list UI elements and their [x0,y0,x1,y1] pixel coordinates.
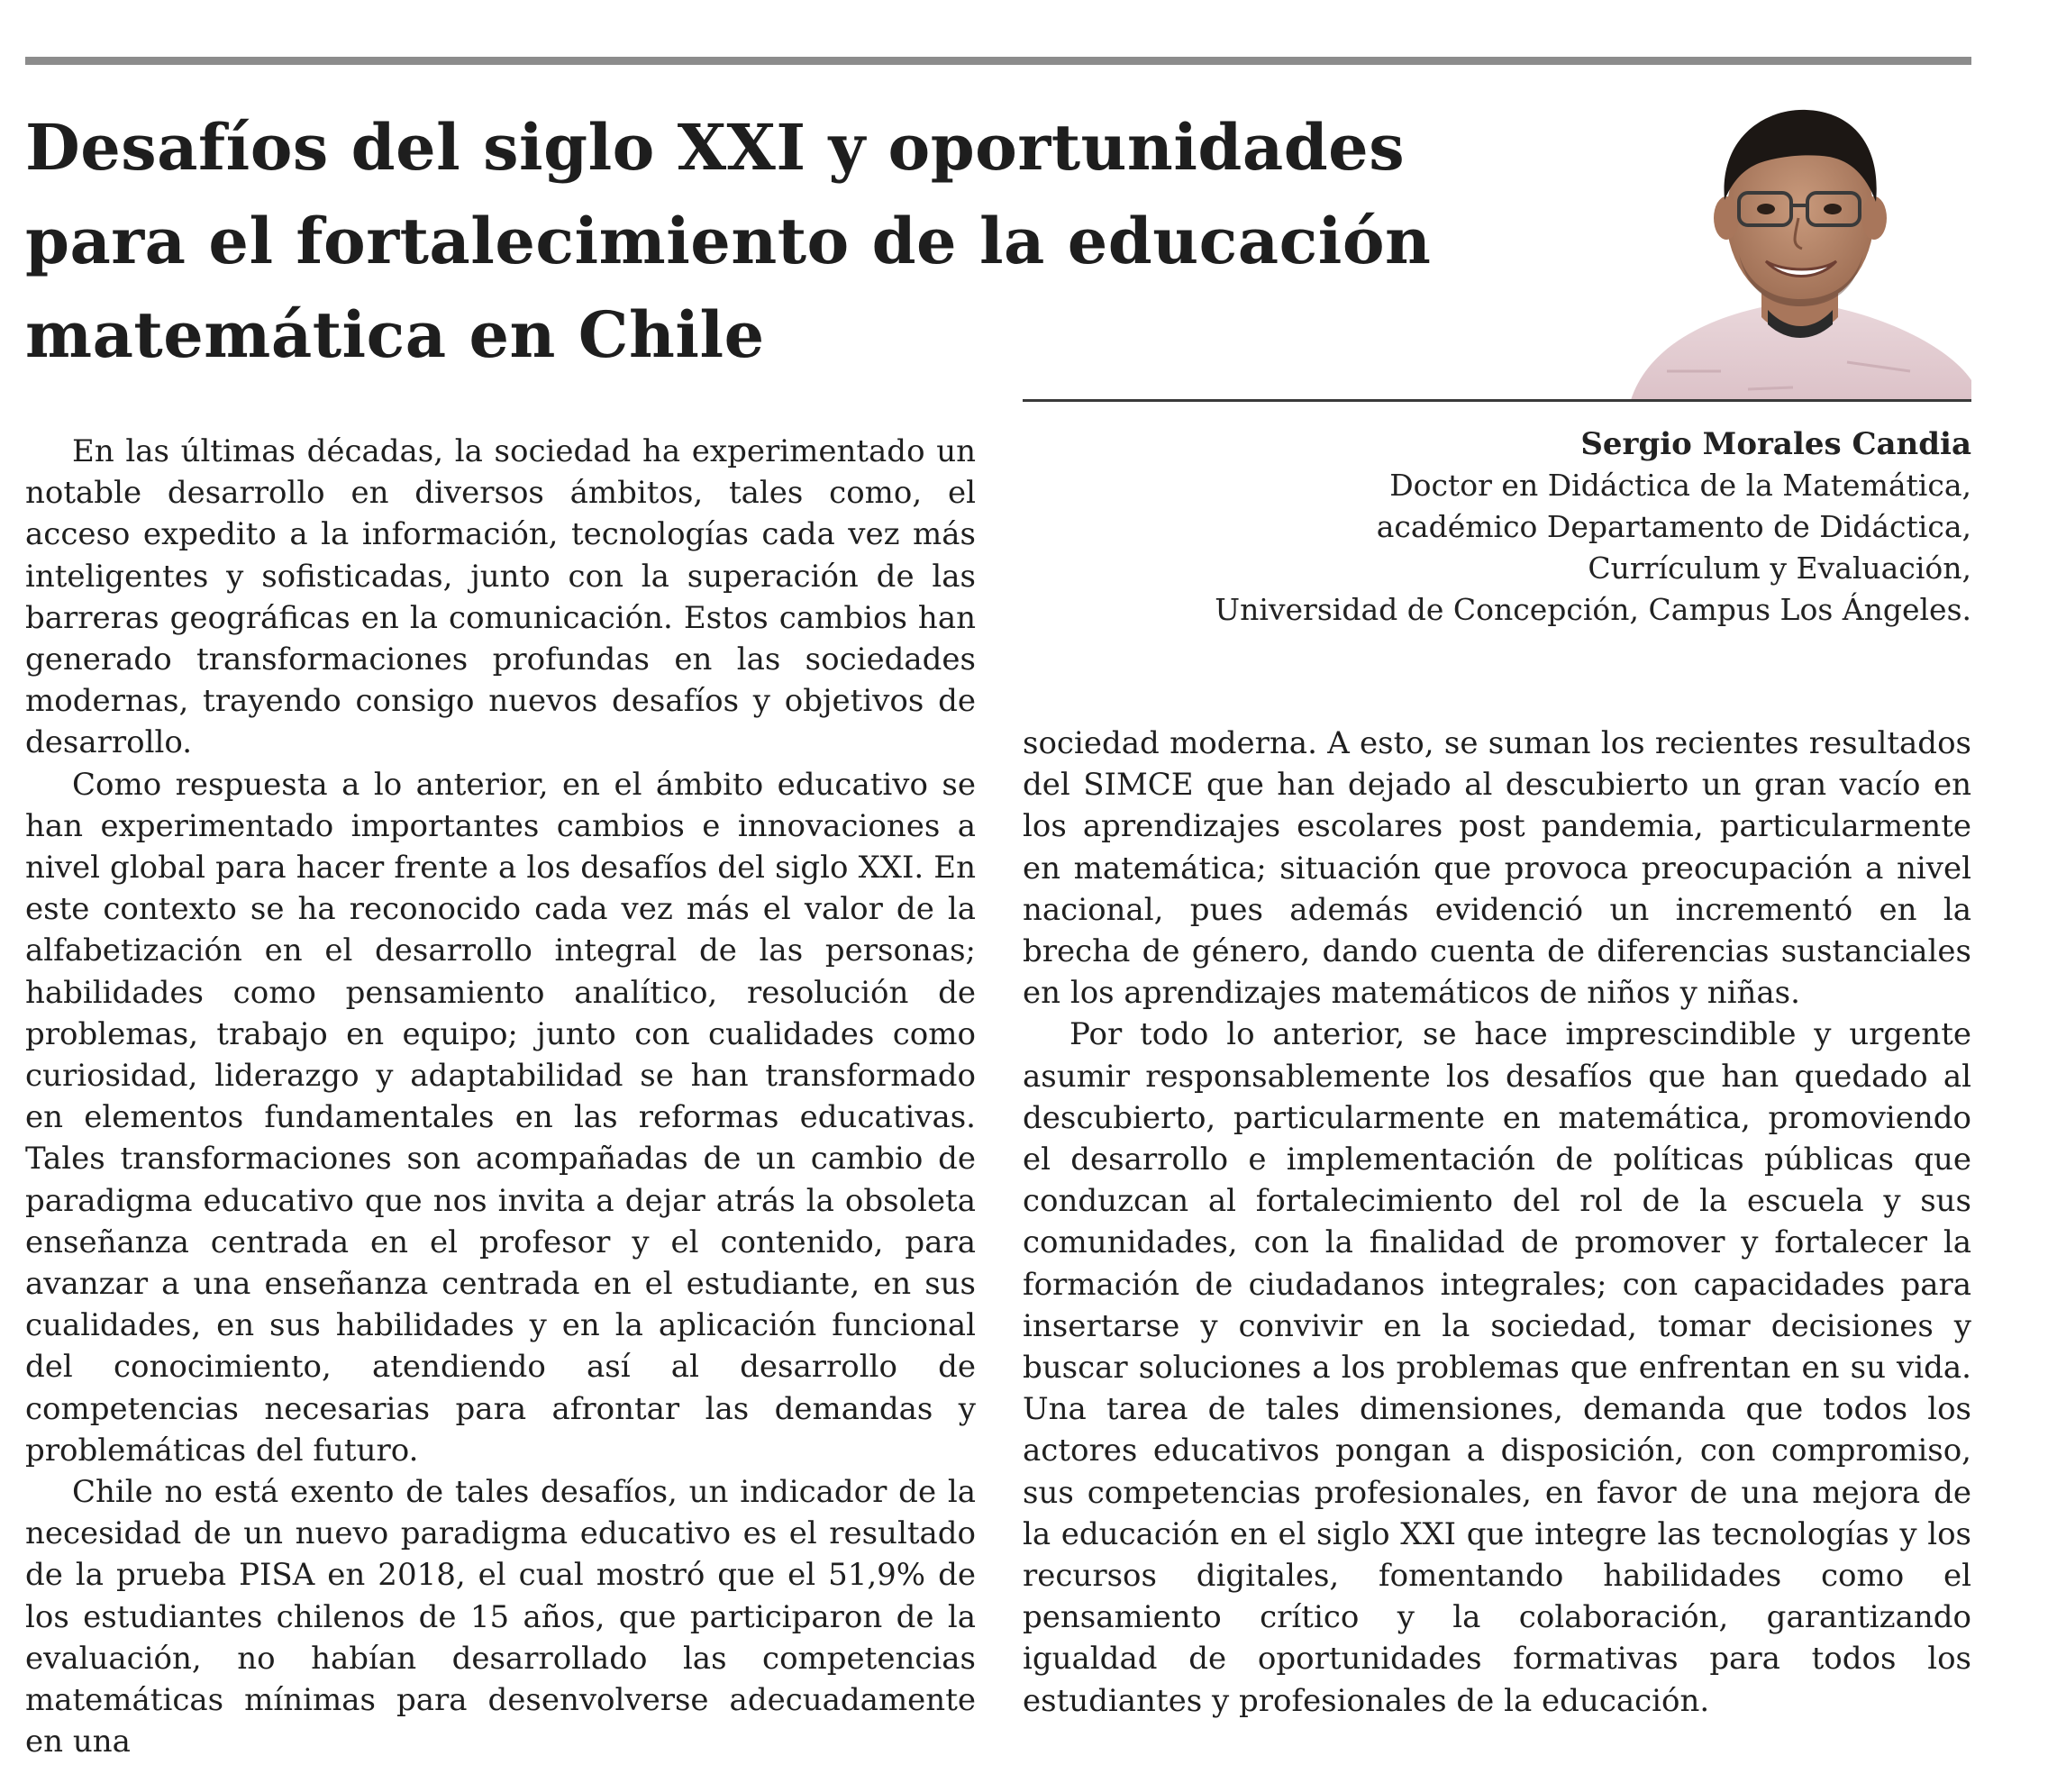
paragraph: En las últimas décadas, la sociedad ha experimentado un notable desarrollo en diversos ámbitos, tales como, el acceso expedito a la información, tecnologías cada vez más inteligentes y sofisticadas, junto con la superación de las barreras geográficas en la comunicación. Estos cambios han generado transformaciones profundas en las sociedades modernas, trayendo consigo nuevos desafíos y objetivos de desarrollo. [25,433,976,761]
author-name: Sergio Morales Candia [1580,426,1971,462]
headline-line: para el fortalecimiento de la educación [25,204,1432,278]
photo-rule [1023,399,1971,402]
top-rule [25,57,1971,65]
left-column [25,431,976,1763]
paragraph: Como respuesta a lo anterior, en el ámbito educativo se han experimentado importantes cambios e innovaciones a nivel global para hacer frente a los desafíos del siglo XXI. En este contexto se ha reconocido cada vez más el valor de la alfabetización en el desarrollo integral de las personas; habilidades como pensamiento analítico, resolución de problemas, trabajo en equipo; junto con cualidades como curiosidad, liderazgo y adaptabilidad se han transformado en elementos fundamentales en las reformas educativas. Tales transformaciones son acompañadas de un cambio de paradigma educativo que nos invita a dejar atrás la obsoleta enseñanza centrada en el profesor y el contenido, para avanzar a una enseñanza centrada en el estudiante, en sus cualidades, en sus habilidades y en la aplicación funcional del conocimiento, atendiendo así al desarrollo de competencias necesarias para afrontar las demandas y problemáticas del futuro. [25,766,976,1469]
headline-line: Desafíos del siglo XXI y oportunidades [25,110,1406,185]
author-credential: Currículum y Evaluación, [1588,550,1971,586]
author-byline [980,423,1971,631]
headline [25,101,1485,382]
author-photo [1613,101,1971,400]
author-portrait-icon [1613,101,1971,400]
headline-line: matemática en Chile [25,297,765,372]
author-credential: académico Departamento de Didáctica, [1376,509,1971,544]
paragraph: Por todo lo anterior, se hace imprescindible y urgente asumir responsablemente los desafíos que han quedado al descubierto, particularmente en matemática, promoviendo el desarrollo e implementación de políticas públicas que conduzcan al fortalecimiento del rol de la escuela y sus comunidades, con la finalidad de promover y fortalecer la formación de ciudadanos integrales; con capacidades para insertarse y convivir en la sociedad, tomar decisiones y buscar soluciones a los problemas que enfrentan en su vida. Una tarea de tales dimensiones, demanda que todos los actores educativos pongan a disposición, con compromiso, sus competencias profesionales, en favor de una mejora de la educación en el siglo XXI que integre las tecnologías y los recursos digitales, fomentando habilidades como el pensamiento crítico y la colaboración, garantizando igualdad de oportunidades formativas para todos los estudiantes y profesionales de la educación. [1023,1016,1971,1719]
paragraph: Chile no está exento de tales desafíos, un indicador de la necesidad de un nuevo paradigma educativo es el resultado de la prueba PISA en 2018, el cual mostró que el 51,9% de los estudiantes chilenos de 15 años, que participaron de la evaluación, no habían desarrollado las competencias matemáticas mínimas para desenvolverse adecuadamente en una [25,1474,976,1760]
author-credential: Doctor en Didáctica de la Matemática, [1389,468,1971,503]
paragraph: sociedad moderna. A esto, se suman los recientes resultados del SIMCE que han dejado al descubierto un gran vacío en los aprendizajes escolares post pandemia, particularmente en matemática; situación que provoca preocupación a nivel nacional, pues además evidenció un incrementó en la brecha de género, dando cuenta de diferencias sustanciales en los aprendizajes matemáticos de niños y niñas. [1023,725,1971,1012]
right-column [1023,723,1971,1722]
author-credential: Universidad de Concepción, Campus Los Ángeles. [1215,592,1971,627]
